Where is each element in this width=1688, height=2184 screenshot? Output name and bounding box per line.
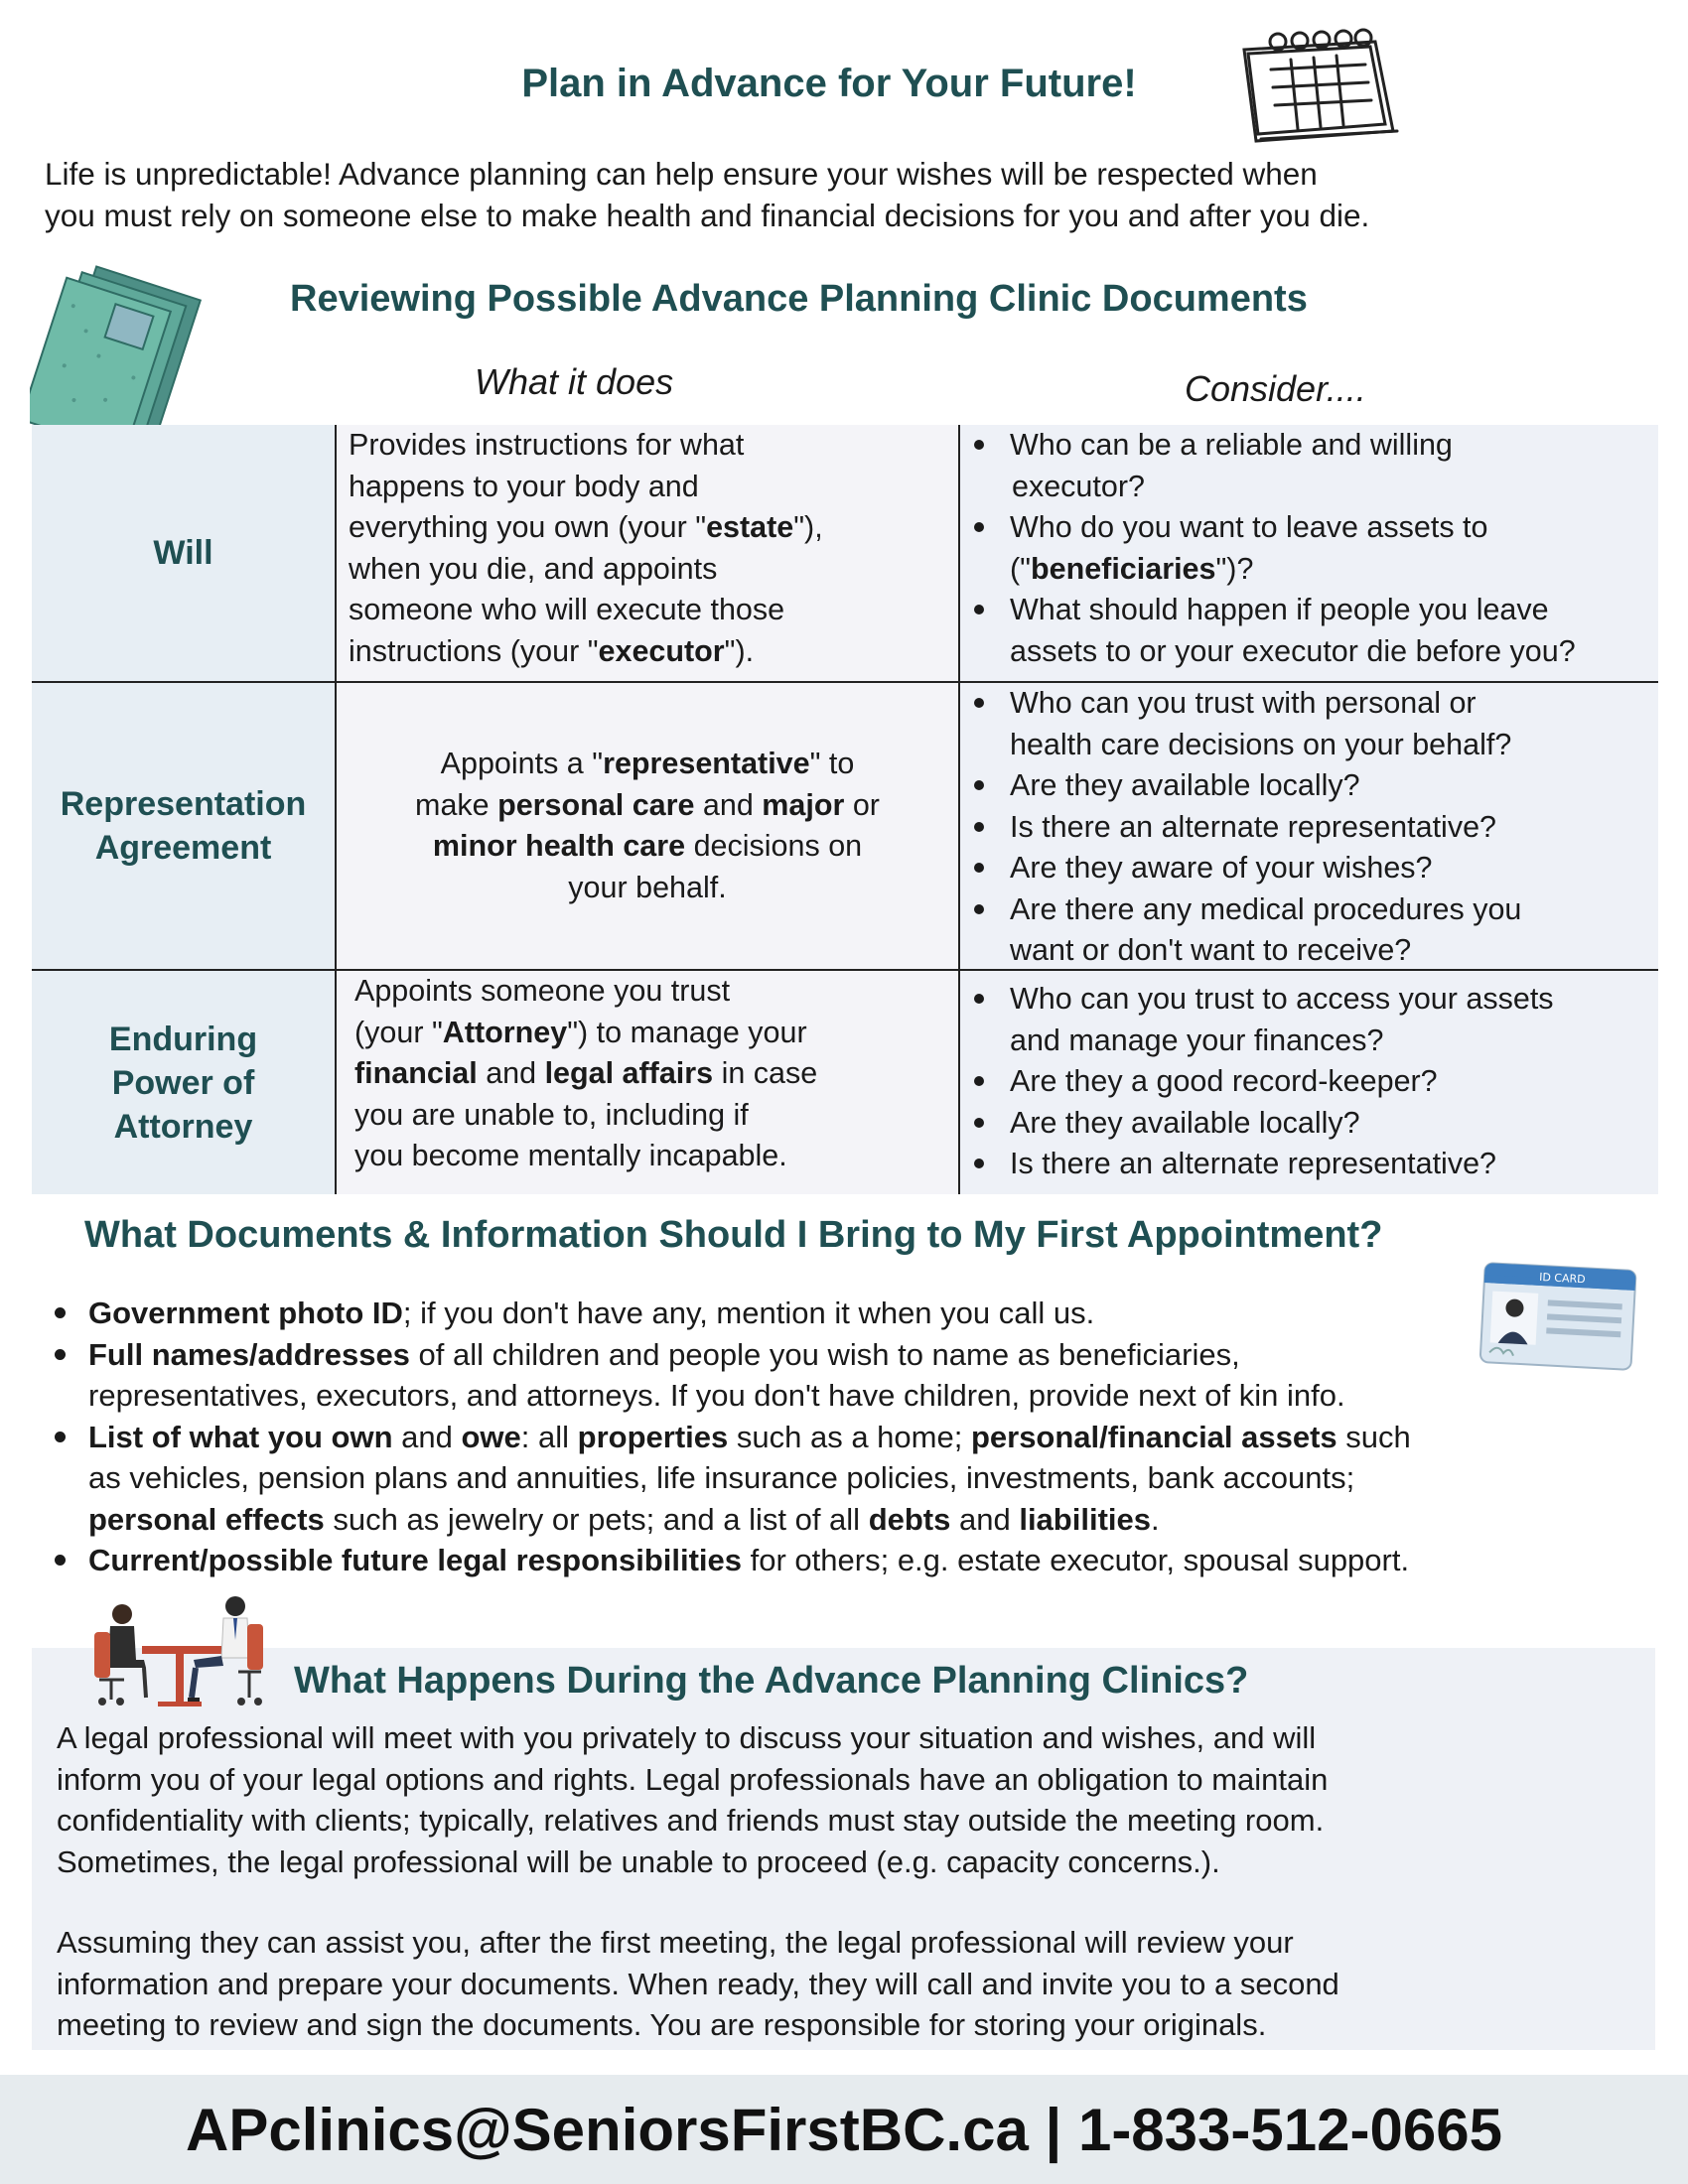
contact-info: APclinics@SeniorsFirstBC.ca | 1-833-512-0665 [186, 2096, 1502, 2163]
list-item: Who can be a reliable and willing [960, 425, 1658, 467]
happen-heading: What Happens During the Advance Planning Clinics? [294, 1660, 1249, 1702]
intro-text [45, 153, 1633, 236]
documents-heading: Reviewing Possible Advance Planning Clinic Documents [290, 278, 1308, 320]
list-item: Are there any medical procedures you [960, 889, 1658, 931]
list-item: Current/possible future legal responsibilities for others; e.g. estate executor, spousal support. [45, 1540, 1653, 1581]
what-line: make personal care and major or [415, 787, 880, 822]
happen-paragraph-1 [57, 1717, 1645, 1882]
what-line: when you die, and appoints [349, 551, 718, 586]
what-line: someone who will execute those [349, 593, 785, 626]
list-item: Who do you want to leave assets to [960, 507, 1658, 549]
what-line: your behalf. [568, 870, 727, 904]
what-line: instructions (your "executor"). [349, 633, 755, 668]
paragraph-line: confidentiality with clients; typically, relatives and friends must stay outside the meeting room. [57, 1803, 1325, 1838]
what-line: you are unable to, including if [354, 1097, 749, 1132]
bring-heading: What Documents & Information Should I Bring to My First Appointment? [84, 1214, 1383, 1256]
list-item-continued: executor? [1012, 469, 1145, 503]
intro-line: you must rely on someone else to make health and financial decisions for you and after you die. [45, 198, 1370, 233]
what-line: Appoints a "representative" to [440, 747, 855, 780]
consider-cell [960, 425, 1658, 681]
list-item: What should happen if people you leave [960, 590, 1658, 631]
list-item: List of what you own and owe: all properties such as a home; personal/financial assets such as vehicles, pension plans and annuities, life insurance policies, investments, bank accounts; personal effects such as jewelry or pets; and a list of all debts and liabilities. [45, 1417, 1653, 1541]
list-item: Are they a good record-keeper? [960, 1061, 1658, 1103]
list-item-continued: want or don't want to receive? [1010, 933, 1412, 967]
what-line: financial and legal affairs in case [354, 1056, 818, 1090]
what-line: Appoints someone you trust [354, 974, 731, 1008]
paragraph-line: Sometimes, the legal professional will be unable to proceed (e.g. capacity concerns.). [57, 1843, 1220, 1879]
list-item: Full names/addresses of all children and people you wish to name as beneficiaries, representatives, executors, and attorneys. If you don't have children, provide next of kin info. [45, 1334, 1653, 1417]
row-label-cell [32, 425, 335, 681]
row-label-cell [32, 681, 335, 971]
what-line: minor health care decisions on [432, 829, 863, 863]
table-row-epa [32, 971, 1658, 1194]
list-item-continued: and manage your finances? [1010, 1023, 1384, 1057]
what-it-does-cell [335, 971, 960, 1194]
what-it-does-cell [335, 425, 960, 681]
list-item: Government photo ID; if you don't have any, mention it when you call us. [45, 1293, 1653, 1334]
row-label: Agreement [94, 829, 272, 867]
row-label: Power of [111, 1063, 255, 1102]
row-label: Will [153, 534, 213, 572]
row-label: Enduring [108, 1020, 258, 1058]
paragraph-line: information and prepare your documents. When ready, they will call and invite you to a second [57, 1966, 1339, 2001]
svg-text:ID CARD: ID CARD [1538, 1270, 1586, 1287]
what-line: (your "Attorney") to manage your [354, 1015, 807, 1049]
column-header-consider: Consider.... [1185, 368, 1366, 409]
column-header-what: What it does [475, 361, 674, 402]
list-item: Who can you trust with personal or [960, 683, 1658, 725]
row-label: Representation [60, 785, 307, 823]
bring-list [45, 1293, 1653, 1581]
calendar-icon [1226, 20, 1400, 149]
list-item: Are they aware of your wishes? [960, 848, 1658, 889]
paragraph-line: meeting to review and sign the documents. You are responsible for storing your originals. [57, 2007, 1267, 2042]
documents-table [32, 425, 1658, 1194]
what-line: you become mentally incapable. [354, 1139, 787, 1172]
list-item-continued: health care decisions on your behalf? [1010, 727, 1512, 761]
row-label: Attorney [113, 1107, 253, 1146]
list-item: Is there an alternate representative? [960, 1144, 1658, 1185]
paragraph-line: Assuming they can assist you, after the first meeting, the legal professional will review your [57, 1925, 1294, 1960]
consider-cell [960, 971, 1658, 1194]
paragraph-line: A legal professional will meet with you privately to discuss your situation and wishes, and will [57, 1720, 1317, 1755]
paragraph-line: inform you of your legal options and rights. Legal professionals have an obligation to maintain [57, 1761, 1329, 1797]
footer-bar [0, 2075, 1688, 2184]
meeting-illustration-icon [84, 1590, 273, 1714]
list-item: Are they available locally? [960, 765, 1658, 807]
intro-line: Life is unpredictable! Advance planning can help ensure your wishes will be respected when [45, 156, 1318, 192]
list-item-continued: assets to or your executor die before you? [1010, 633, 1576, 668]
table-row-will [32, 425, 1658, 681]
list-item: Who can you trust to access your assets [960, 979, 1658, 1021]
what-line: Provides instructions for what [349, 428, 745, 462]
happen-paragraph-2 [57, 1922, 1645, 2046]
list-item: Is there an alternate representative? [960, 807, 1658, 849]
row-label-cell [32, 971, 335, 1194]
consider-cell [960, 681, 1658, 971]
list-item: Are they available locally? [960, 1103, 1658, 1145]
what-line: everything you own (your "estate"), [349, 510, 823, 544]
page-title: Plan in Advance for Your Future! [521, 62, 1137, 105]
table-row-representation [32, 681, 1658, 971]
documents-icon [30, 263, 204, 452]
what-line: happens to your body and [349, 469, 699, 503]
list-item-continued: ("beneficiaries")? [1010, 551, 1254, 586]
what-it-does-cell [335, 681, 960, 971]
